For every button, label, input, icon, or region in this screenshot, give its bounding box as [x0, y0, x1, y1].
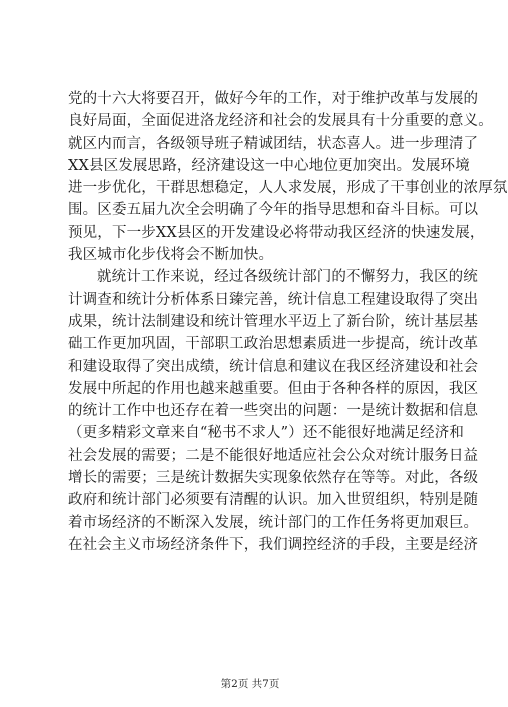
text-line: XX县区发展思路，经济建设这一中心地位更加突出。发展环境	[68, 157, 470, 174]
text-line: 成果，统计法制建设和统计管理水平迈上了新台阶，统计基层基	[68, 313, 479, 330]
text-line: 我区城市化步伐将会不断加快。	[68, 247, 274, 264]
body-text	[68, 88, 508, 556]
text-line: 预见，下一步XX县区的开发建设必将带动我区经济的快速发展，	[68, 224, 485, 241]
text-line: 计调查和统计分析体系日臻完善，统计信息工程建设取得了突出	[68, 291, 479, 308]
text-line: 着市场经济的不断深入发展，统计部门的工作任务将更加艰巨。	[68, 514, 479, 531]
text-line: 政府和统计部门必须要有清醒的认识。加入世贸组织，特别是随	[68, 492, 479, 509]
text-line: 和建设取得了突出成绩，统计信息和建议在我区经济建设和社会	[68, 358, 479, 375]
page-footer: 第2页 共7页	[220, 678, 280, 690]
text-line: 发展中所起的作用也越来越重要。但由于各种各样的原因，我区	[68, 380, 479, 397]
text-line: 良好局面，全面促进洛龙经济和社会的发展具有十分重要的意义。	[68, 113, 493, 130]
text-line: 增长的需要；三是统计数据失实现象依然存在等等。对此，各级	[68, 470, 479, 487]
text-line: 围。区委五届九次全会明确了今年的指导思想和奋斗目标。可以	[68, 202, 479, 219]
text-line: 在社会主义市场经济条件下，我们调控经济的手段，主要是经济	[68, 536, 479, 553]
text-line: （更多精彩文章来自“秘书不求人”）还不能很好地满足经济和	[68, 425, 465, 442]
text-line: 的统计工作中也还存在着一些突出的问题：一是统计数据和信息	[68, 403, 479, 420]
text-line: 党的十六大将要召开，做好今年的工作，对于维护改革与发展的	[68, 91, 479, 107]
text-line: 进一步优化，干群思想稳定，人人求发展，形成了干事创业的浓厚氛	[68, 180, 508, 197]
text-line: 就区内而言，各级领导班子精诚团结，状态喜人。进一步理清了	[68, 135, 479, 152]
text-line: 础工作更加巩固，干部职工政治思想素质进一步提高，统计改革	[68, 336, 479, 353]
text-line: 社会发展的需要；二是不能很好地适应社会公众对统计服务日益	[68, 447, 479, 464]
paragraph-start-line: 就统计工作来说，经过各级统计部门的不懈努力，我区的统	[97, 269, 478, 286]
